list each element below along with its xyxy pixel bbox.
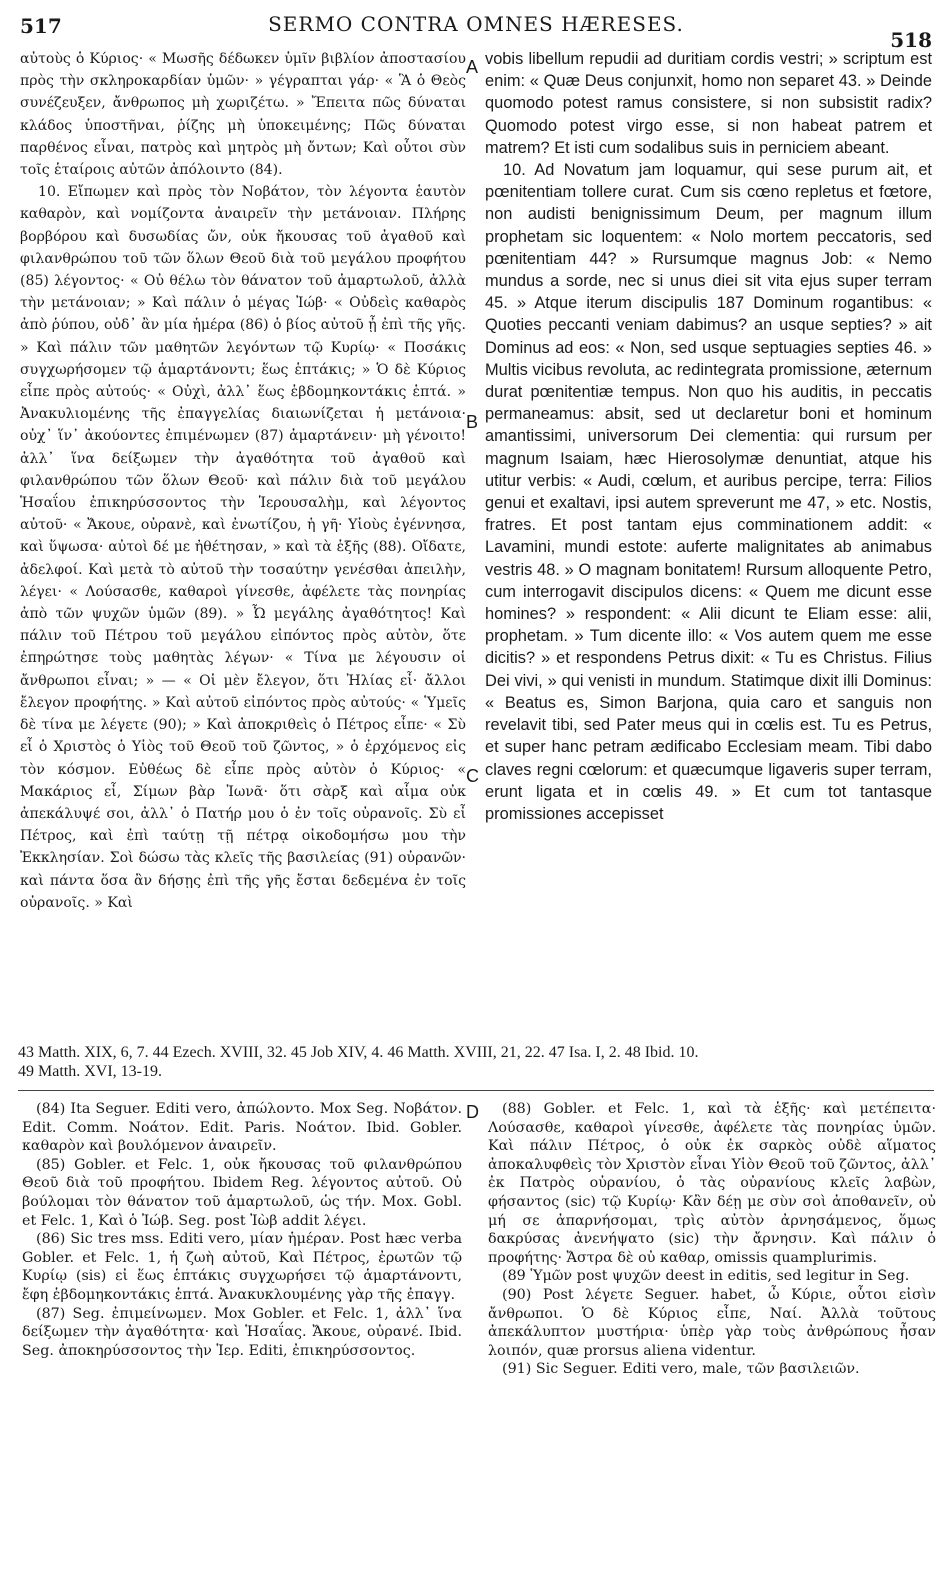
page-number-right: 518: [890, 28, 932, 52]
footnote: (86) Sic tres mss. Editi vero, μίαν ἡμέραν. Post hæc verba Gobler. et Felc. 1, ἡ ζωὴ αὐτοῦ, Καὶ Πέτρος, ἐρωτῶν τῷ Κυρίῳ (sis) εἰ ἕως ἑπτάκις συγχωρήσει τῷ ἁμαρτάνοντι, ἔφη ἑβδομηκοντάκις ἑπτά. Ἀνακυκλουμένης γὰρ τῆς ἐπαγγ.: [22, 1231, 462, 1303]
latin-paragraph: 10. Ad Novatum jam loquamur, qui sese purum ait, et pœnitentiam tollere curat. Cum sis cœno repletus et fœtore, non audisti benignissimum Deum, per magnum illum prophetam sic loquentem: « Nolo mortem peccatoris, sed pœnitentiam 44? » Rursumque magnus Job: « Nemo mundus a sorde, nec si unus diei sit vita ejus super terram 45. » Atque iterum discipulis 187 Dominum rogantibus: « Quoties peccanti veniam dabimus? an usque septies? » ait Dominus ad eos: « Non, sed usque septuagies septies 46. » Multis vicibus revoluta, ac redintegrata promissione, æternum durat pœnitentiæ tempus. Non quo his auditis, in peccatis permaneamus: absit, sed ut declaretur boni et hominum amantissimi, universorum Dei clementia: qui rursum per magnum Isaiam, hæc Hierosolymæ denuntiat, atque his utitur verbis: « Audi, cœlum, et auribus percipe, terra: Filios genui et exaltavi, ipsi autem spreverunt me 47, » etc. Nostis, fratres. Et post tantam ejus comminationem addit: « Lavamini, mundi estote: auferte malignitates ab animabus vestris 48. » O magnam bonitatem! Rursum alloquente Petro, cum interrogavit discipulos dicens: « Quem me dicunt esse homines? » respondent: « Alii dicunt te Eliam esse: alii, prophetam. » Tum dicente illo: « Vos autem quem me esse dicitis? » et respondens Petrus dixit: « Tu es Christus. Filius Dei vivi, » qui venisti in mundum. Statimque dixit illi Dominus: « Beatus es, Simon Barjona, quia caro et sanguis non revelavit tibi, sed Pater meus qui in cœlis est. Tu es Petrus, et super hanc petram ædificabo Ecclesiam meam. Tibi dabo claves regni cœlorum: et quæcumque ligaveris super terram, erunt ligata et in cœlis 49. » Et cum tot tantasque promissiones accepisset: [485, 161, 932, 823]
latin-column: [485, 48, 932, 825]
footnote: (91) Sic Seguer. Editi vero, male, τῶν βασιλειῶν.: [502, 1361, 860, 1378]
page-number-left: 517: [20, 14, 62, 38]
greek-column: [20, 48, 466, 914]
footnote: (87) Seg. ἐπιμείνωμεν. Mox Gobler. et Felc. 1, ἀλλ᾽ ἵνα δείξωμεν τὴν ἀγαθότητα· καὶ Ἡσαΐας. Ἄκουε, οὐρανέ. Ibid. Seg. ἀποκηρύσσοντος τὴν Ἱερ. Editi, ἐπικηρύσσοντος.: [22, 1305, 462, 1359]
footnote-divider: [18, 1090, 934, 1091]
margin-letter-a: A: [466, 57, 479, 77]
running-header: [20, 8, 932, 52]
scripture-references: [18, 1043, 938, 1081]
footnote: (85) Gobler. et Felc. 1, οὐκ ἤκουσας τοῦ φιλανθρώπου Θεοῦ διὰ τοῦ προφήτου. Ibidem Reg. λέγοντος αὐτοῦ. Οὐ βούλομαι τὸν θάνατον τοῦ ἁμαρτωλοῦ, ὡς τήν. Mox. Gobl. et Felc. 1, Καὶ ὁ Ἰώβ. Seg. post Ἰὼβ addit λέγει.: [22, 1156, 462, 1229]
scripture-reference-line: 49 Matth. XVI, 13-19.: [18, 1063, 162, 1080]
footnotes-left-column: [22, 1100, 462, 1360]
footnote: (90) Post λέγετε Seguer. habet, ὦ Κύριε, οὗτοι εἰσὶν ἄνθρωποι. Ὁ δὲ Κύριος εἶπε, Ναί. Ἀλλὰ τοῦτους ἀπεκάλυπτον μυστήρια· ὑπὲρ γὰρ τοὺς ἀνθρώπους ἦσαν λοιπόν, quæ prorsus aliena videntur.: [488, 1286, 936, 1359]
footnotes-right-column: [488, 1100, 936, 1379]
scripture-reference-line: 43 Matth. XIX, 6, 7. 44 Ezech. XVIII, 32. 45 Job XIV, 4. 46 Matth. XVIII, 21, 22. 47 Isa. I, 2. 48 Ibid. 10.: [18, 1044, 699, 1061]
latin-paragraph: vobis libellum repudii ad duritiam cordis vestri; » scriptum est enim: « Quæ Deus conjunxit, homo non separet 43. » Deinde quomodo potest ramus consistere, si non subsistit radix? Quomodo potest virgo esse, si non habeat patrem et matrem? Et isti cum sodalibus suis in perniciem abeant.: [485, 50, 932, 157]
greek-paragraph: αὐτοὺς ὁ Κύριος· « Μωσῆς δέδωκεν ὑμῖν βιβλίον ἀποστασίου πρὸς τὴν σκληροκαρδίαν ὑμῶν· » γέγραπται γάρ· « Ἃ ὁ Θεὸς συνέζευξεν, ἄνθρωπος μὴ χωριζέτω. » Ἔπειτα πῶς δύναται κλάδος ὑποστῆναι, ῥίζης μὴ ὑποκειμένης; Πῶς δύναται παρθένος εἶναι, πατρὸς καὶ μητρὸς μὴ ὄντων; Καὶ οὗτοι σὺν τοῖς ἑταίροις αὐτῶν ἀπόλοιντο (84).: [20, 51, 466, 179]
footnote: (84) Ita Seguer. Editi vero, ἀπώλοντο. Mox Seg. Νοβάτον. Edit. Comm. Νοάτον. Edit. Paris. Νοάτον. Ibid. Gobler. καθαρὸν καὶ βουλόμενον ἀναιρεῖν.: [22, 1101, 462, 1155]
footnote: (88) Gobler. et Felc. 1, καὶ τὰ ἑξῆς· καὶ μετέπειτα· Λούσασθε, καθαροὶ γίνεσθε, ἀφέλετε τὰς πονηρίας ὑμῶν. Καὶ πάλιν Πέτρος, ὁ οὐκ ἐκ σαρκὸς οὐδὲ αἵματος ἀποκαλυφθεὶς τὸν Χριστὸν εἶναι Υἱὸν Θεοῦ τοῦ ζῶντος, ἀλλ᾽ ἐκ Πατρὸς οὐρανίου, ὁ τὰς οὐρανίους κλεῖς λαβὼν, φήσαντος (sic) τῷ Κυρίῳ· Κἂν δέῃ με σὺν σοὶ ἀποθανεῖν, οὐ μή σε ἀπαρνήσομαι, τρὶς αὐτὸν ἀρνησάμενος, ὅμως δακρύσας ἀνενήψατο (sic) τὴν ἄρνησιν. Καὶ πάλιν ὁ προφήτης· Ἄστρα δὲ οὐ καθαρ, omissis quamplurimis.: [488, 1101, 936, 1266]
margin-letter-b: B: [466, 412, 479, 432]
margin-letter-c: C: [466, 766, 479, 786]
greek-paragraph: 10. Εἴπωμεν καὶ πρὸς τὸν Νοβάτον, τὸν λέγοντα ἑαυτὸν καθαρὸν, καὶ νομίζοντα ἀναιρεῖν τὴν μετάνοιαν. Πλήρης βορβόρου καὶ δυσωδίας ὤν, οὐκ ἤκουσας τοῦ ἀγαθοῦ καὶ φιλανθρώπου τοῦ τῶν ὅλων Θεοῦ διὰ τοῦ μεγάλου προφήτου (85) λέγοντος· « Οὐ θέλω τὸν θάνατον τοῦ ἁμαρτωλοῦ, ἀλλὰ τὴν μετάνοιαν; » Καὶ πάλιν ὁ μέγας Ἰώβ· « Οὐδεὶς καθαρὸς ἀπὸ ῥύπου, οὐδ᾽ ἂν μία ἡμέρα (86) ὁ βίος αὐτοῦ ᾖ ἐπὶ τῆς γῆς. » Καὶ πάλιν τῶν μαθητῶν λεγόντων τῷ Κυρίῳ· « Ποσάκις συγχωρήσομεν τῷ ἁμαρτάνοντι; ἕως ἑπτάκις; » Ὁ δὲ Κύριος εἶπε πρὸς αὐτούς· « Οὐχὶ, ἀλλ᾽ ἕως ἑβδομηκοντάκις ἑπτά. » Ἀνακυλιομένης τῆς ἐπαγγελίας διαιωνίζεται ἡ μετάνοια· οὐχ᾽ ἵν᾽ ἀκούοντες ἐπιμένωμεν (87) ἁμαρτάνειν· μὴ γένοιτο! ἀλλ᾽ ἵνα δείξωμεν τὴν ἀγαθότητα τοῦ ἀγαθοῦ καὶ φιλανθρώπου τῶν ὅλων Θεοῦ· καὶ πάλιν διὰ τοῦ μεγάλου Ἡσαΐου ἐπικηρύσσοντος τὴν Ἱερουσαλὴμ, καὶ λέγοντος αὐτοῦ· « Ἄκουε, οὐρανὲ, καὶ ἐνωτίζου, ἡ γῆ· Υἱοὺς ἐγέννησα, καὶ ὕψωσα· αὐτοὶ δέ με ἠθέτησαν, » καὶ τὰ ἑξῆς (88). Οἴδατε, ἀδελφοί. Καὶ μετὰ τὸ αὐτοῦ τὴν τοσαύτην γενέσθαι ἀπειλὴν, λέγει· « Λούσασθε, καθαροὶ γίνεσθε, ἀφέλετε τὰς πονηρίας ἀπὸ τῶν ψυχῶν ὑμῶν (89). » Ὦ μεγάλης ἀγαθότητος! Καὶ πάλιν τοῦ Πέτρου τοῦ μεγάλου εἰπόντος πρὸς αὐτὸν, ὅτε ἐπηρώτησε τοὺς μαθητὰς λέγων· « Τίνα με λέγουσιν οἱ ἄνθρωποι εἶναι; » — « Οἱ μὲν ἔλεγον, ὅτι Ἠλίας εἶ· ἄλλοι ἔλεγον προφήτης. » Καὶ αὐτοῦ εἰπόντος πρὸς αὐτούς· « Ὑμεῖς δὲ τίνα με λέγετε (90); » Καὶ ἀποκριθεὶς ὁ Πέτρος εἶπε· « Σὺ εἶ ὁ Χριστὸς ὁ Υἱὸς τοῦ Θεοῦ τοῦ ζῶντος, » ὁ ἐρχόμενος εἰς τὸν κόσμον. Εὐθέως δὲ εἶπε πρὸς αὐτὸν ὁ Κύριος· « Μακάριος εἶ, Σίμων βὰρ Ἰωνᾶ· ὅτι σὰρξ καὶ αἷμα οὐκ ἀπεκάλυψέ σοι, ἀλλ᾽ ὁ Πατήρ μου ὁ ἐν τοῖς οὐρανοῖς. Σὺ εἶ Πέτρος, καὶ ἐπὶ ταύτῃ τῇ πέτρᾳ οἰκοδομήσω μου τὴν Ἐκκλησίαν. Σοὶ δώσω τὰς κλεῖς τῆς βασιλείας (91) οὐρανῶν· καὶ πάντα ὅσα ἂν δήσῃς ἐπὶ τῆς γῆς ἔσται δεδεμένα ἐν τοῖς οὐρανοῖς. » Καὶ: [20, 184, 466, 911]
margin-letter-d: D: [466, 1102, 479, 1122]
running-title: SERMO CONTRA OMNES HÆRESES.: [268, 12, 684, 36]
footnote: (89 Ὑμῶν post ψυχῶν deest in editis, sed legitur in Seg.: [502, 1268, 910, 1285]
